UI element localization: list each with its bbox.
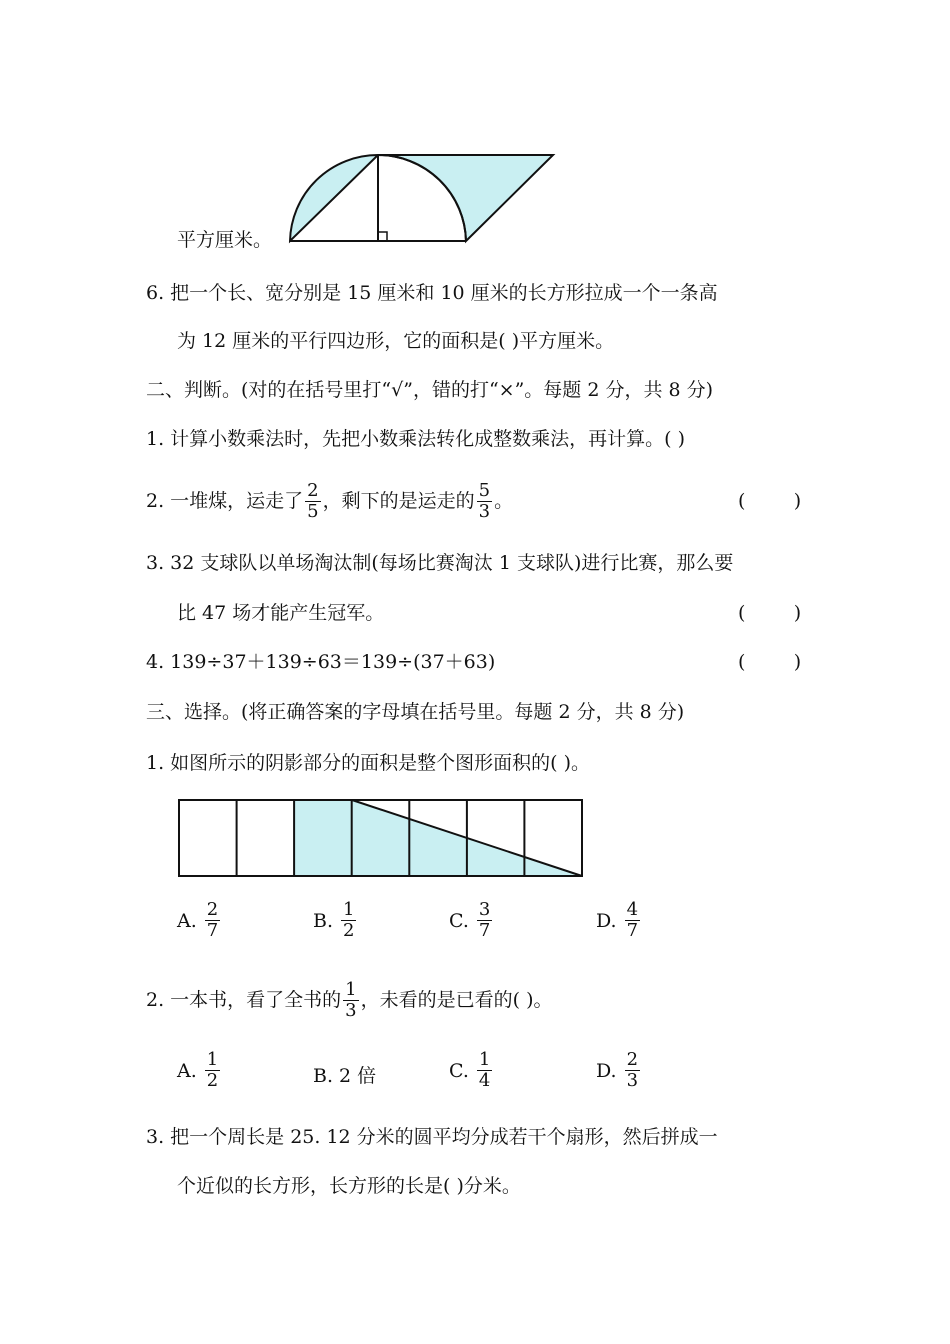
judge-item-4: 4. 139÷37＋139÷63＝139÷(37＋63) <box>146 651 496 673</box>
squares-trapezoid-figure <box>172 795 592 885</box>
choice-q1-text: 1. 如图所示的阴影部分的面积是整个图形面积的( )。 <box>146 752 591 774</box>
judge-item-2-text-a: 2. 一堆煤，运走了 <box>146 490 304 512</box>
choice-q2-option-a[interactable]: A. $\frac{1}{2}$ <box>177 1049 219 1091</box>
semicircle-parallelogram-figure <box>258 148 558 258</box>
judge-item-1: 1. 计算小数乘法时，先把小数乘法转化成整数乘法，再计算。( ) <box>146 428 686 450</box>
judge-item-2 <box>146 476 513 526</box>
judge-item-2-text-c: 。 <box>494 490 514 512</box>
q6-line1: 6. 把一个长、宽分别是 15 厘米和 10 厘米的长方形拉成一个一条高 <box>146 282 718 304</box>
choice-q1-option-b[interactable]: B. $\frac{1}{2}$ <box>313 899 355 941</box>
choice-q2-option-d[interactable]: D. $\frac{2}{3}$ <box>596 1049 639 1091</box>
shaded-semicircle-left <box>290 155 378 241</box>
q5-tail-text: 平方厘米。 <box>177 229 273 251</box>
fraction-2-5: $\frac{2}{5}$ <box>307 479 319 522</box>
judge-item-3-answer-paren[interactable]: ( ) <box>738 602 802 624</box>
choice-q2-option-b[interactable]: B. 2 倍 <box>313 1065 377 1087</box>
choice-q1-option-c[interactable]: C. $\frac{3}{7}$ <box>449 899 491 941</box>
fraction-5-3: $\frac{5}{3}$ <box>478 479 491 522</box>
choice-q1-option-d[interactable]: D. $\frac{4}{7}$ <box>596 899 639 941</box>
choice-q2-option-c[interactable]: C. $\frac{1}{4}$ <box>449 1049 491 1091</box>
judge-item-4-answer-paren[interactable]: ( ) <box>738 651 802 673</box>
shaded-region <box>294 800 582 876</box>
judge-item-2-answer-paren[interactable]: ( ) <box>738 490 802 512</box>
choice-q1-option-a[interactable]: A. $\frac{2}{7}$ <box>177 899 219 941</box>
judge-item-3-line2: 比 47 场才能产生冠军。 <box>177 602 385 624</box>
choice-q3-line1: 3. 把一个周长是 25. 12 分米的圆平均分成若干个扇形，然后拼成一 <box>146 1126 718 1148</box>
judge-item-2-text-b: ，剩下的是运走的 <box>322 490 475 512</box>
judge-item-3-line1: 3. 32 支球队以单场淘汰制(每场比赛淘汰 1 支球队)进行比赛，那么要 <box>146 552 734 574</box>
section2-heading: 二、判断。(对的在括号里打“√”，错的打“×”。每题 2 分，共 8 分) <box>146 379 714 401</box>
fraction-1-3: $\frac{1}{3}$ <box>345 978 357 1021</box>
choice-q2-text: 2. 一本书，看了全书的 $\frac{1}{3}$ ，未看的是已看的( )。 <box>146 978 553 1021</box>
right-angle-mark <box>378 232 387 241</box>
section3-heading: 三、选择。(将正确答案的字母填在括号里。每题 2 分，共 8 分) <box>146 701 685 723</box>
q6-line2: 为 12 厘米的平行四边形，它的面积是( )平方厘米。 <box>177 330 615 352</box>
choice-q3-line2: 个近似的长方形，长方形的长是( )分米。 <box>177 1175 521 1197</box>
